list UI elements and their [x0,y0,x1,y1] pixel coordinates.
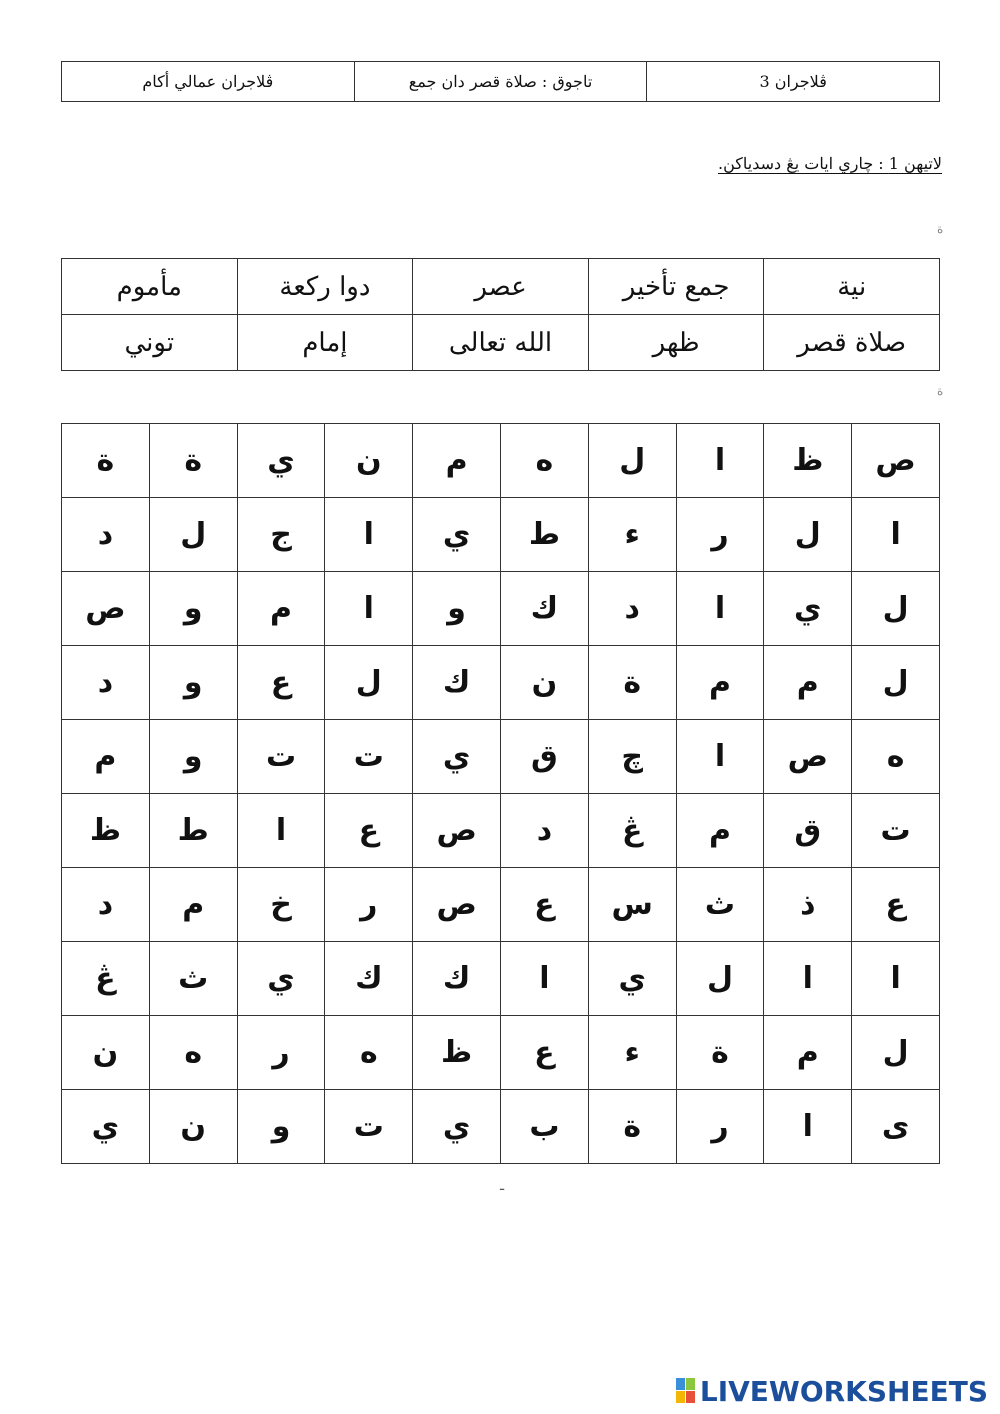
grid-cell[interactable]: د [62,868,150,942]
grid-cell[interactable]: د [588,572,676,646]
grid-cell[interactable]: ا [852,498,940,572]
grid-cell[interactable]: ة [588,646,676,720]
word-list-table [61,258,940,371]
liveworksheets-logo [676,1374,988,1408]
instruction-text: لاتيهن 1 : چاري ايات يڠ دسدياكن. [717,154,942,173]
grid-cell[interactable]: ڠ [62,942,150,1016]
grid-row [62,424,940,498]
word-cell: توني [62,315,238,371]
header-lesson: ڤلاجران 3 [647,62,940,102]
grid-cell[interactable]: ن [325,424,413,498]
grid-cell[interactable]: ر [237,1016,325,1090]
grid-cell[interactable]: ظ [413,1016,501,1090]
grid-cell[interactable]: د [501,794,589,868]
grid-cell[interactable]: ك [413,646,501,720]
grid-cell[interactable]: ص [852,424,940,498]
grid-cell[interactable]: ل [852,646,940,720]
grid-row [62,646,940,720]
grid-cell[interactable]: ي [413,498,501,572]
grid-cell[interactable]: ه [149,1016,237,1090]
grid-cell[interactable]: ع [501,1016,589,1090]
grid-cell[interactable]: ك [325,942,413,1016]
header-teacher: ڤلاجران عمالي أكام [62,62,355,102]
grid-cell[interactable]: ص [413,868,501,942]
grid-row [62,942,940,1016]
grid-cell[interactable]: ة [676,1016,764,1090]
grid-cell[interactable]: د [62,498,150,572]
grid-cell[interactable]: و [237,1090,325,1164]
grid-cell[interactable]: س [588,868,676,942]
word-cell: عصر [413,259,589,315]
grid-cell[interactable]: ج [237,498,325,572]
grid-cell[interactable]: م [237,572,325,646]
grid-cell[interactable]: ا [764,942,852,1016]
grid-cell[interactable]: ة [149,424,237,498]
grid-cell[interactable]: م [413,424,501,498]
grid-cell[interactable]: ة [588,1090,676,1164]
word-search-grid [61,423,940,1164]
grid-cell[interactable]: ع [325,794,413,868]
grid-cell[interactable]: ء [588,1016,676,1090]
word-row [62,315,940,371]
word-cell: نية [764,259,940,315]
grid-cell[interactable]: ر [676,1090,764,1164]
grid-cell[interactable]: ن [501,646,589,720]
grid-cell[interactable]: م [676,646,764,720]
grid-row [62,572,940,646]
margin-mark: ـ [500,1178,505,1194]
header-table [61,61,940,102]
word-cell: ظهر [588,315,764,371]
grid-cell[interactable]: ت [325,1090,413,1164]
grid-cell[interactable]: ث [149,942,237,1016]
grid-cell[interactable]: م [764,646,852,720]
grid-row [62,794,940,868]
grid-cell[interactable]: ا [676,572,764,646]
grid-cell[interactable]: ط [501,498,589,572]
grid-row [62,868,940,942]
grid-cell[interactable]: د [62,646,150,720]
grid-cell[interactable]: ك [413,942,501,1016]
grid-cell[interactable]: خ [237,868,325,942]
grid-row [62,498,940,572]
word-cell: مأموم [62,259,238,315]
grid-cell[interactable]: ل [588,424,676,498]
grid-cell[interactable]: ل [852,572,940,646]
grid-cell[interactable]: ل [676,942,764,1016]
grid-cell[interactable]: ا [237,794,325,868]
grid-cell[interactable]: ا [501,942,589,1016]
grid-cell[interactable]: ي [588,942,676,1016]
grid-cell[interactable]: ع [237,646,325,720]
header-topic: تاجوق : صلاة قصر دان جمع [354,62,647,102]
grid-cell[interactable]: ة [62,424,150,498]
grid-cell[interactable]: ص [62,572,150,646]
grid-cell[interactable]: ي [413,1090,501,1164]
grid-cell[interactable]: چ [588,720,676,794]
grid-cell[interactable]: ط [149,794,237,868]
grid-cell[interactable]: و [149,646,237,720]
word-cell: إمام [237,315,413,371]
grid-cell[interactable]: ن [149,1090,237,1164]
grid-cell[interactable]: ظ [764,424,852,498]
grid-cell[interactable]: و [413,572,501,646]
grid-cell[interactable]: ڠ [588,794,676,868]
grid-cell[interactable]: ا [676,720,764,794]
grid-cell[interactable]: م [149,868,237,942]
grid-cell[interactable]: ع [852,868,940,942]
grid-cell[interactable]: و [149,720,237,794]
grid-cell[interactable]: و [149,572,237,646]
grid-row [62,1090,940,1164]
word-row [62,259,940,315]
grid-cell[interactable]: ر [325,868,413,942]
grid-cell[interactable]: ق [764,794,852,868]
grid-cell[interactable]: ا [676,424,764,498]
grid-cell[interactable]: ب [501,1090,589,1164]
grid-cell[interactable]: م [764,1016,852,1090]
grid-cell[interactable]: ء [588,498,676,572]
grid-cell[interactable]: ي [413,720,501,794]
grid-cell[interactable]: ا [325,498,413,572]
grid-cell[interactable]: ه [501,424,589,498]
logo-icon [676,1378,696,1404]
grid-cell[interactable]: ل [852,1016,940,1090]
grid-cell[interactable]: ظ [62,794,150,868]
grid-cell[interactable]: ل [325,646,413,720]
grid-cell[interactable]: ي [237,424,325,498]
grid-cell[interactable]: ت [852,794,940,868]
grid-cell[interactable]: ت [237,720,325,794]
grid-row [62,1016,940,1090]
logo-text: LIVEWORKSHEETS [699,1374,988,1408]
word-cell: الله تعالى [413,315,589,371]
grid-cell[interactable]: ا [852,942,940,1016]
grid-cell[interactable]: ت [325,720,413,794]
grid-cell[interactable]: ا [764,1090,852,1164]
grid-cell[interactable]: ل [149,498,237,572]
word-cell: دوا ركعة [237,259,413,315]
grid-cell[interactable]: م [676,794,764,868]
grid-cell[interactable]: ل [764,498,852,572]
grid-cell[interactable]: ذ [764,868,852,942]
grid-cell[interactable]: ك [501,572,589,646]
grid-cell[interactable]: ص [764,720,852,794]
grid-cell[interactable]: ث [676,868,764,942]
grid-cell[interactable]: ا [325,572,413,646]
grid-cell[interactable]: ص [413,794,501,868]
grid-cell[interactable]: ع [501,868,589,942]
word-cell: صلاة قصر [764,315,940,371]
grid-cell[interactable]: ه [325,1016,413,1090]
grid-cell[interactable]: ق [501,720,589,794]
grid-cell[interactable]: م [62,720,150,794]
grid-cell[interactable]: ي [237,942,325,1016]
grid-cell[interactable]: ن [62,1016,150,1090]
word-cell: جمع تأخير [588,259,764,315]
grid-cell[interactable]: ر [676,498,764,572]
grid-row [62,720,940,794]
grid-cell[interactable]: ى [852,1090,940,1164]
margin-mark: ة [937,384,944,398]
grid-cell[interactable]: ه [852,720,940,794]
grid-cell[interactable]: ي [764,572,852,646]
grid-cell[interactable]: ي [62,1090,150,1164]
margin-mark: ة [937,222,944,236]
